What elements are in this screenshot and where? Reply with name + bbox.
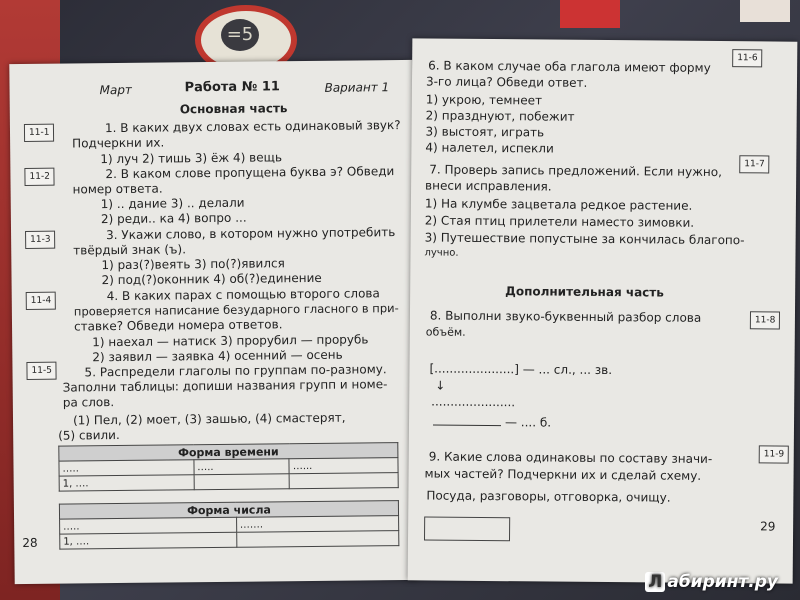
q3-line1: 3. Укажи слово, в котором нужно употребить (106, 225, 396, 243)
page-number-right: 29 (760, 519, 776, 534)
q8-label: 11-8 (750, 311, 781, 329)
q1-label: 11-1 (24, 124, 55, 142)
tense-cell[interactable] (289, 473, 398, 489)
page-number-left: 28 (22, 535, 38, 551)
q8-scheme4: — .... б. (504, 415, 552, 430)
q3-line2: твёрдый знак (ъ). (73, 242, 187, 258)
number-cell[interactable]: ….. (60, 517, 237, 534)
q8-scheme-arrow: ↓ (435, 378, 446, 393)
number-cell[interactable] (236, 531, 398, 548)
q2-line2: номер ответа. (72, 181, 163, 197)
q5-line3: ра слов. (62, 395, 115, 410)
q7-line2: внеси исправления. (425, 178, 552, 194)
header-month: Март (99, 82, 132, 98)
q5-line2: Заполни таблицы: допиши названия групп и номе- (62, 377, 388, 395)
q6-line2: 3-го лица? Обведи ответ. (425, 74, 588, 90)
q4-label: 11-4 (26, 292, 57, 310)
tense-cell[interactable]: ….. (59, 460, 194, 476)
q6-o1: 1) укрою, темнеет (425, 92, 543, 108)
q5-line4: (1) Пел, (2) моет, (3) зашью, (4) смастерят, (72, 410, 346, 428)
q2-line1: 2. В каком слове пропущена буква э? Обведи (105, 164, 395, 182)
q9-answer-box[interactable] (424, 516, 510, 541)
q6-line1: 6. В каком случае оба глагола имеют форму (428, 58, 711, 75)
q5-line5: (5) свили. (58, 427, 120, 443)
left-page (9, 60, 417, 584)
q9-label: 11-9 (759, 445, 790, 463)
number-cell[interactable]: 1, …. (60, 532, 237, 549)
right-page (408, 38, 798, 583)
q7-s1: 1) На клумбе зацветала редкое растение. (424, 196, 693, 213)
q4-line3: ставке? Обведи номера ответов. (73, 317, 283, 334)
q4-line1: 4. В каких парах с помощью второго слова (106, 286, 380, 304)
q3-opt2: 2) под(?)оконник 4) об(?)единение (101, 270, 322, 288)
q1-line1: 1. В каких двух словах есть одинаковый звук? (104, 118, 401, 136)
number-cell[interactable]: ……. (236, 516, 398, 533)
q7-label: 11-7 (739, 155, 770, 173)
q6-o3: 3) выстоят, играть (425, 124, 545, 140)
eye-icon: =5 (195, 5, 297, 75)
q8-answer-line[interactable] (433, 425, 501, 427)
bag-pattern-light (740, 0, 790, 22)
q4-line2: проверяется написание безударного гласного в при- (73, 301, 399, 319)
section-title: Основная часть (179, 101, 288, 117)
q6-label: 11-6 (732, 49, 763, 67)
q4-opt2: 2) заявил — заявка 4) осенний — осень (92, 347, 343, 365)
q1-line2: Подчеркни их. (72, 135, 165, 151)
header-variant: Вариант 1 (324, 80, 390, 95)
q9-line1: 9. Какие слова одинаковы по составу значи- (428, 449, 713, 466)
tense-table (58, 442, 398, 492)
number-table (59, 500, 399, 550)
q6-o4: 4) налетел, испекли (425, 140, 554, 156)
q2-opt2: 2) реди.. ка 4) вопро ... (100, 210, 247, 227)
number-table-header: Форма числа (59, 501, 398, 520)
tense-cell[interactable]: ….. (194, 459, 290, 475)
q7-s2: 2) Стая птиц прилетели наместо зимовки. (424, 213, 695, 230)
q8-word: объём. (425, 325, 466, 339)
tense-cell[interactable]: …... (289, 458, 398, 474)
q2-opt1: 1) .. дание 3) .. делали (100, 195, 245, 212)
q1-options: 1) луч 2) тишь 3) ёж 4) вещь (100, 150, 283, 167)
q8-line1: 8. Выполни звуко-буквенный разбор слова (429, 308, 702, 325)
q4-opt1: 1) наехал — натиск 3) прорубил — прорубь (92, 332, 369, 350)
q5-line1: 5. Распредели глаголы по группам по-разному. (84, 362, 387, 380)
bag-pattern (560, 0, 620, 28)
q6-o2: 2) празднуют, побежит (425, 108, 575, 124)
watermark-badge: Л (645, 572, 665, 592)
q2-label: 11-2 (24, 168, 55, 186)
tense-cell[interactable] (194, 474, 290, 490)
q9-words: Посуда, разговоры, отговорка, очищу. (426, 488, 671, 505)
q5-label: 11-5 (26, 362, 57, 380)
q3-opt1: 1) раз(?)веять 3) по(?)явился (101, 256, 285, 273)
q7-s3: 3) Путешествие попустыне за кончилась благопо- (424, 230, 745, 248)
q3-label: 11-3 (25, 231, 56, 249)
q8-scheme3: ...................... (431, 394, 516, 410)
q9-line2: мых частей? Подчеркни их и сделай схему. (424, 466, 702, 483)
q7-line1: 7. Проверь запись предложений. Если нужно, (429, 162, 722, 180)
extra-part-title: Дополнительная часть (505, 284, 664, 300)
header-title: Работа № 11 (184, 79, 281, 96)
tense-table-header: Форма времени (59, 443, 398, 462)
watermark: Л абиринт.ру (645, 572, 778, 592)
q7-s4: лучно. (424, 247, 459, 259)
q8-scheme1: [.....................] — ... сл., ... зв. (429, 361, 613, 378)
tense-cell[interactable]: 1, …. (59, 475, 194, 491)
